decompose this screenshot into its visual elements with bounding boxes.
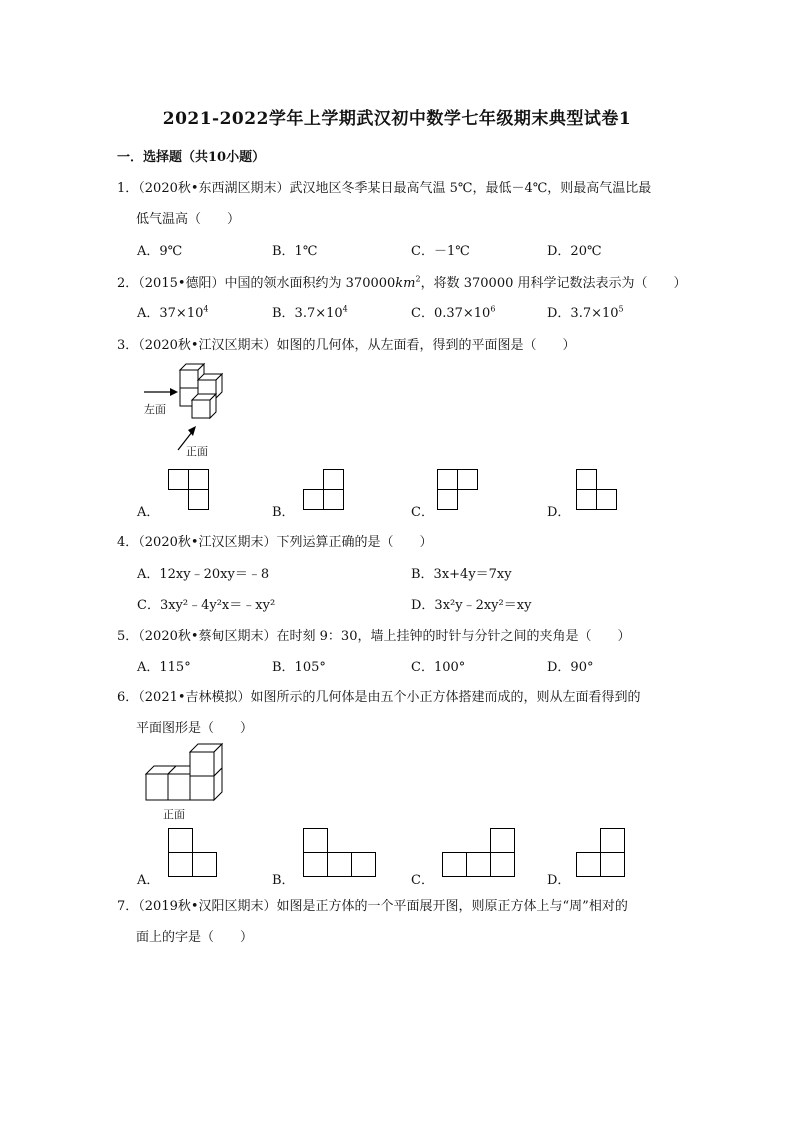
q6-option-a-figure bbox=[168, 828, 218, 878]
q1-option-d: D．20℃ bbox=[547, 244, 602, 259]
question-1-line-1: 1．（2020秋•东西湖区期末）武汉地区冬季某日最高气温 5℃，最低－4℃，则最高气温比最 bbox=[117, 181, 652, 196]
q1-option-b: B．1℃ bbox=[272, 244, 318, 259]
q1-option-c: C．－1℃ bbox=[411, 244, 470, 259]
q5-option-d: D．90° bbox=[547, 660, 594, 675]
q3-option-d-figure bbox=[576, 469, 618, 511]
q5-option-c: C．100° bbox=[411, 660, 466, 675]
q6-option-d: D． bbox=[547, 873, 571, 888]
q3-option-b-figure bbox=[303, 469, 345, 511]
page-title: 2021-2022学年上学期武汉初中数学七年级期末典型试卷1 bbox=[162, 109, 632, 129]
question-3-line-1: 3．（2020秋•江汉区期末）如图的几何体，从左面看，得到的平面图是（ ） bbox=[117, 338, 576, 353]
question-6-line-2: 平面图形是（ ） bbox=[136, 721, 254, 736]
q3-left-label: 左面 bbox=[144, 403, 166, 416]
section-heading: 一．选择题（共10小题） bbox=[117, 150, 266, 165]
q1-option-a: A．9℃ bbox=[137, 244, 183, 259]
q3-option-c: C． bbox=[411, 505, 434, 520]
q6-option-b-figure bbox=[303, 828, 377, 878]
question-2-line-1 bbox=[117, 272, 687, 291]
q6-option-d-figure bbox=[576, 828, 626, 878]
q4-option-c: C．3xy²﹣4y²x＝﹣xy² bbox=[137, 598, 276, 613]
q2-text-a: 2．（2015•德阳）中国的领水面积约为 370000 bbox=[117, 276, 396, 291]
q3-option-a-figure bbox=[168, 469, 210, 511]
question-5-line-1: 5．（2020秋•蔡甸区期末）在时刻 9：30，墙上挂钟的时针与分针之间的夹角是（ ） bbox=[117, 629, 631, 644]
q3-option-a: A． bbox=[137, 505, 160, 520]
q2-unit: km bbox=[395, 276, 416, 291]
question-7-line-1: 7．（2019秋•汉阳区期末）如图是正方体的一个平面展开图，则原正方体上与“周”相对的 bbox=[117, 899, 628, 914]
q3-option-d: D． bbox=[547, 505, 571, 520]
q6-option-b: B． bbox=[272, 873, 295, 888]
q4-option-d: D．3x²y﹣2xy²＝xy bbox=[411, 598, 532, 613]
q2-text-b: ，将数 370000 用科学记数法表示为（ ） bbox=[420, 276, 687, 291]
question-4-line-1: 4．（2020秋•江汉区期末）下列运算正确的是（ ） bbox=[117, 535, 433, 550]
q4-option-b: B．3x+4y＝7xy bbox=[411, 567, 512, 582]
q6-front-label: 正面 bbox=[163, 808, 185, 821]
q3-option-c-figure bbox=[437, 469, 479, 511]
q6-option-c: C． bbox=[411, 873, 434, 888]
q2-option-c: C．$0.37\times 10^6$ bbox=[411, 304, 496, 321]
q3-front-label: 正面 bbox=[186, 445, 208, 458]
q6-solid-figure bbox=[144, 744, 234, 804]
question-1-line-2: 低气温高（ ） bbox=[136, 212, 241, 227]
q4-option-a: A．12xy﹣20xy＝﹣8 bbox=[137, 567, 270, 582]
q5-option-a: A．115° bbox=[137, 660, 191, 675]
question-7-line-2: 面上的字是（ ） bbox=[136, 930, 254, 945]
q2-unit-exp: 2 bbox=[415, 274, 421, 284]
q6-option-c-figure bbox=[442, 828, 516, 878]
q5-option-b: B．105° bbox=[272, 660, 326, 675]
q2-option-d: D．$3.7\times 10^5$ bbox=[547, 304, 624, 321]
q2-option-a: A．$37\times 10^4$ bbox=[137, 304, 209, 321]
q6-option-a: A． bbox=[137, 873, 160, 888]
question-6-line-1: 6．（2021•吉林模拟）如图所示的几何体是由五个小正方体搭建而成的，则从左面看得到的 bbox=[117, 690, 641, 705]
q2-option-b: B．$3.7\times 10^4$ bbox=[272, 304, 348, 321]
q3-option-b: B． bbox=[272, 505, 295, 520]
